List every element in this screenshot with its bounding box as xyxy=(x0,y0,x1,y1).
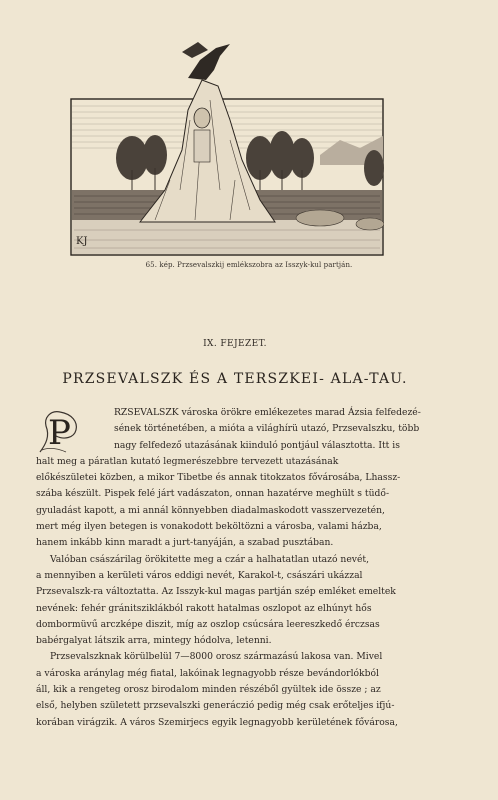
text-line: gyuladást kapott, a mi annál könnyebben diadalmaskodott vasszervezetén, xyxy=(36,504,385,516)
text-line: első, helyben született przsevalszki generáczió pedig még csak erőteljes ifjú- xyxy=(36,700,395,712)
text-line: előkészületei közben, a mikor Tibetbe és annak titokzatos fővárosába, Lhassz- xyxy=(36,472,401,484)
text-line: a mennyiben a kerületi város eddigi nevét, Karakol-t, császári ukázzal xyxy=(36,569,363,581)
body-text xyxy=(36,405,424,731)
text-line: mert még ilyen betegen is vonakodott beköltözni a városba, valami házba, xyxy=(36,521,382,533)
text-line: halt meg a páratlan kutató legmerészebbre tervezett utazásának xyxy=(36,455,339,467)
initial-letter: P xyxy=(48,413,71,453)
engraving-image xyxy=(70,40,384,256)
text-line: RZSEVALSZK városka örökre emlékezetes marad Ázsia felfedezé- xyxy=(114,407,421,418)
text-line: a városka aránylag még fiatal, lakóinak legnagyobb része bevándorlókból xyxy=(36,667,379,679)
chapter-number: IX. FEJEZET. xyxy=(203,339,267,349)
text-line: babérgalyat látszik arra, mintegy hódolva, letenni. xyxy=(36,635,272,647)
text-line: Valóban császárilag örökitette meg a czár a halhatatlan utazó nevét, xyxy=(50,553,370,565)
chapter-title: PRZSEVALSZK ÉS A TERSZKEI- ALA-TAU. xyxy=(62,371,408,387)
text-line: sének történetében, a mióta a világhírü utazó, Przsevalszku, több xyxy=(114,423,420,435)
text-line: Przsevalszk-ra változtatta. Az Isszyk-kul magas partján szép emléket emeltek xyxy=(36,586,396,598)
text-line: szába készült. Pispek felé járt vadászaton, onnan hazatérve meghült s tüdő- xyxy=(36,488,390,500)
engraver-monogram: KJ xyxy=(76,236,88,247)
monument-illustration xyxy=(70,40,384,256)
text-line: korában virágzik. A város Szemirjecs egyik legnagyobb kerületének fővárosa, xyxy=(36,716,398,728)
text-line: dombormüvű arczképe diszit, míg az oszlop csúcsára leereszkedő érczsas xyxy=(36,618,380,630)
text-line: hanem inkább kinn maradt a jurt-tanyáján, a szabad pusztában. xyxy=(36,537,334,549)
figure-caption: 65. kép. Przsevalszkij emlékszobra az Isszyk-kul partján. xyxy=(145,261,353,269)
text-line: áll, kik a rengeteg orosz birodalom minden részéből gyültek ide össze ; az xyxy=(36,684,381,696)
text-line: Przsevalszknak körülbelül 7—8000 orosz származású lakosa van. Mivel xyxy=(50,651,383,663)
text-line: nevének: fehér gránitsziklákból rakott hatalmas oszlopot az elhúnyt hős xyxy=(36,602,372,614)
text-line: nagy felfedező utazásának kiinduló pontjául választotta. Itt is xyxy=(114,439,400,451)
